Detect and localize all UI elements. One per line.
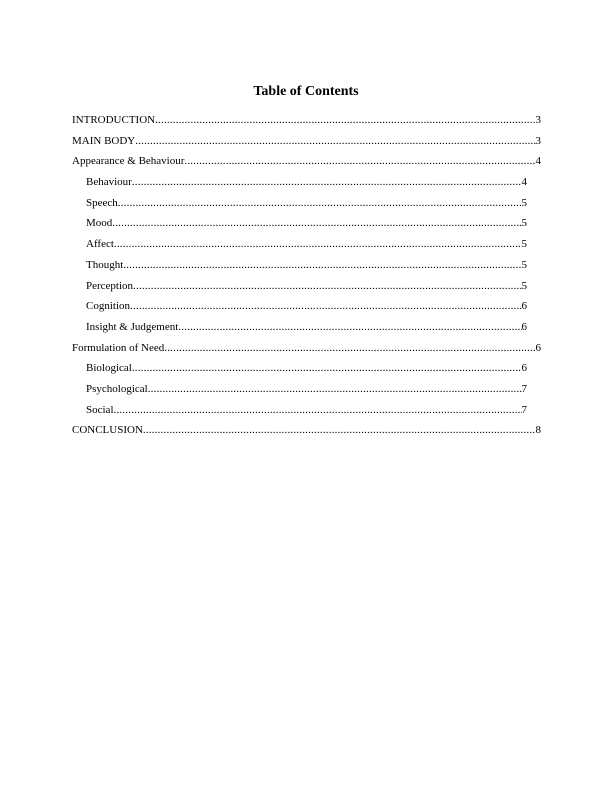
toc-entry-page: 4 bbox=[521, 176, 527, 189]
toc-entry-label: Behaviour bbox=[86, 176, 132, 189]
toc-entry-mood[interactable] bbox=[72, 216, 527, 237]
toc-entry-page: 6 bbox=[521, 300, 527, 313]
toc-entry-formulation-of-need[interactable] bbox=[72, 341, 541, 362]
toc-list bbox=[72, 113, 541, 444]
toc-leader-dots bbox=[132, 175, 522, 189]
toc-title: Table of Contents bbox=[253, 84, 359, 99]
toc-entry-psychological[interactable] bbox=[72, 382, 527, 403]
toc-entry-label: Affect bbox=[86, 238, 114, 251]
toc-entry-social[interactable] bbox=[72, 403, 527, 424]
toc-entry-label: Speech bbox=[86, 196, 118, 209]
toc-entry-page: 6 bbox=[535, 341, 541, 354]
toc-entry-speech[interactable] bbox=[72, 196, 527, 217]
toc-entry-page: 3 bbox=[535, 114, 541, 126]
toc-leader-dots bbox=[112, 216, 521, 230]
toc-entry-page: 5 bbox=[521, 196, 527, 209]
toc-entry-page: 5 bbox=[521, 258, 527, 271]
toc-leader-dots bbox=[114, 403, 522, 417]
toc-leader-dots bbox=[132, 361, 522, 375]
toc-entry-label: MAIN BODY bbox=[72, 134, 136, 147]
toc-entry-introduction[interactable] bbox=[72, 113, 541, 134]
toc-entry-label: Social bbox=[86, 403, 114, 416]
toc-leader-dots bbox=[178, 320, 521, 334]
toc-leader-dots bbox=[118, 196, 522, 210]
toc-entry-cognition[interactable] bbox=[72, 299, 527, 320]
toc-entry-page: 3 bbox=[535, 134, 541, 147]
toc-entry-label: Formulation of Need bbox=[72, 341, 165, 354]
toc-leader-dots bbox=[123, 258, 521, 272]
toc-entry-label: CONCLUSION bbox=[72, 424, 143, 437]
toc-entry-behaviour[interactable] bbox=[72, 175, 527, 196]
toc-entry-page: 6 bbox=[521, 362, 527, 375]
toc-leader-dots bbox=[133, 279, 521, 293]
toc-entry-page: 8 bbox=[535, 424, 541, 437]
toc-leader-dots bbox=[148, 382, 522, 396]
toc-leader-dots bbox=[164, 341, 535, 355]
toc-entry-label: Psychological bbox=[86, 382, 148, 395]
toc-entry-label: Insight & Judgement bbox=[86, 320, 179, 333]
toc-entry-label: INTRODUCTION bbox=[72, 114, 156, 126]
toc-entry-appearance-behaviour[interactable] bbox=[72, 154, 541, 175]
toc-entry-label: Biological bbox=[86, 362, 132, 375]
toc-entry-label: Perception bbox=[86, 279, 134, 292]
toc-entry-page: 7 bbox=[521, 403, 527, 416]
toc-leader-dots bbox=[155, 113, 535, 127]
toc-entry-page: 5 bbox=[521, 217, 527, 230]
toc-entry-insight-judgement[interactable] bbox=[72, 320, 527, 341]
toc-entry-affect[interactable] bbox=[72, 237, 527, 258]
toc-entry-page: 5 bbox=[521, 238, 527, 251]
toc-leader-dots bbox=[184, 154, 535, 168]
toc-entry-page: 4 bbox=[535, 155, 541, 168]
toc-entry-label: Mood bbox=[86, 217, 113, 230]
toc-entry-thought[interactable] bbox=[72, 258, 527, 279]
toc-entry-label: Appearance & Behaviour bbox=[72, 155, 185, 168]
toc-entry-biological[interactable] bbox=[72, 361, 527, 382]
toc-entry-label: Cognition bbox=[86, 300, 131, 313]
toc-entry-perception[interactable] bbox=[72, 279, 527, 300]
toc-entry-conclusion[interactable] bbox=[72, 423, 541, 444]
toc-entry-label: Thought bbox=[86, 258, 124, 271]
toc-leader-dots bbox=[135, 134, 535, 148]
toc-entry-page: 7 bbox=[521, 382, 527, 395]
toc-entry-page: 5 bbox=[521, 279, 527, 292]
toc-entry-page: 6 bbox=[521, 320, 527, 333]
toc-entry-main-body[interactable] bbox=[72, 134, 541, 155]
toc-leader-dots bbox=[114, 237, 522, 251]
toc-leader-dots bbox=[130, 299, 521, 313]
toc-leader-dots bbox=[143, 423, 536, 437]
